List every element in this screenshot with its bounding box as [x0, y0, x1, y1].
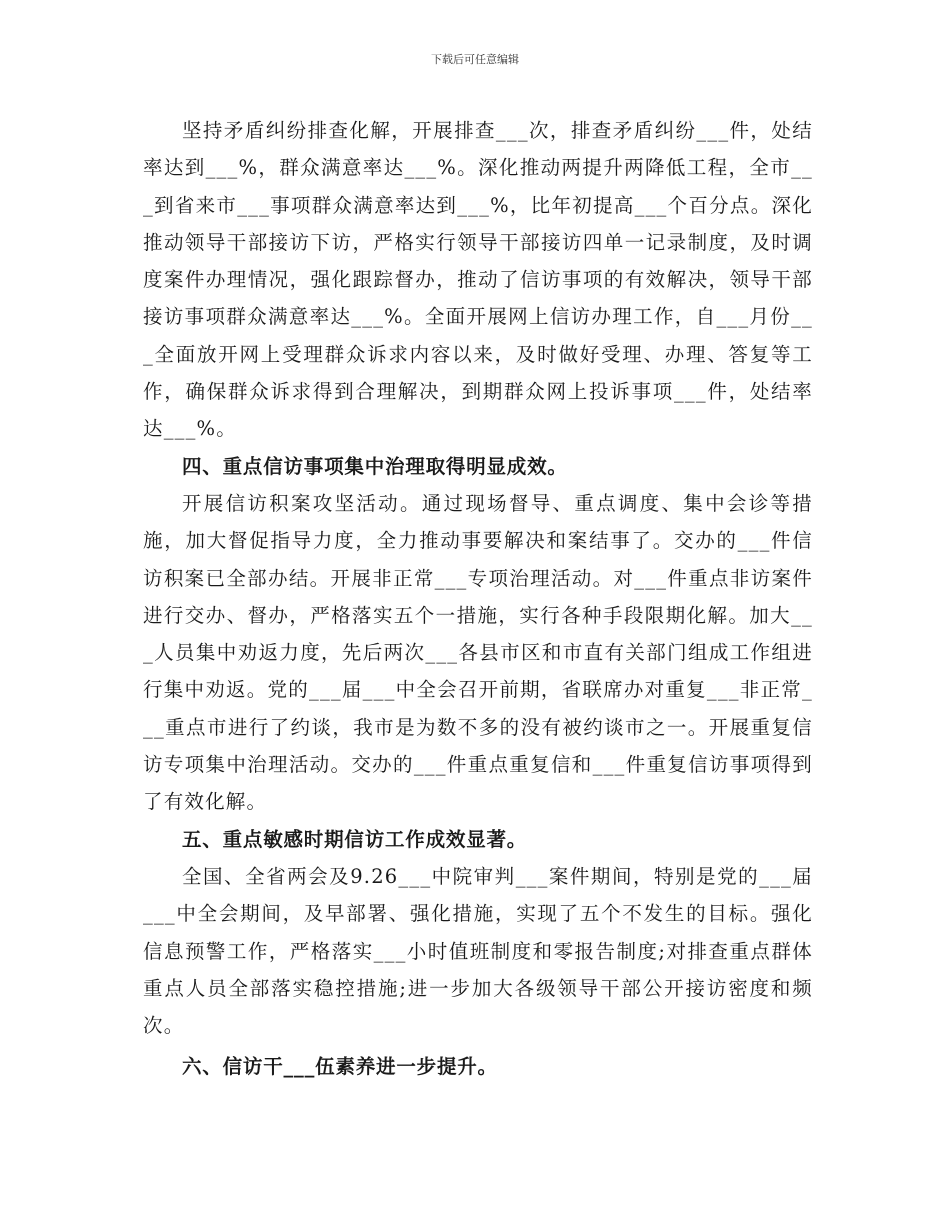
document-body	[143, 112, 813, 1086]
section-heading-5: 五、重点敏感时期信访工作成效显著。	[182, 827, 528, 851]
paragraph-dispute-resolution: 坚持矛盾纠纷排查化解，开展排查___次，排查矛盾纠纷___件，处结率达到___%，群众满意率达___%。深化推动两提升两降低工程，全市___到省来市___事项群众满意率达到___%，比年初提高___个百分点。深化推动领导干部接访下访，严格实行领导干部接访四单一记录制度，及时调度案件办理情况，强化跟踪督办，推动了信访事项的有效解决，领导干部接访事项群众满意率达___%。全面开展网上信访办理工作，自___月份___全面放开网上受理群众诉求内容以来，及时做好受理、办理、答复等工作，确保群众诉求得到合理解决，到期群众网上投诉事项___件，处结率达___%。	[143, 119, 813, 441]
section-heading-6: 六、信访干___伍素养进一步提升。	[182, 1055, 498, 1079]
paragraph-sensitive-period: 全国、全省两会及9.26___中院审判___案件期间，特别是党的___届___中全会期间，及早部署、强化措施，实现了五个不发生的目标。强化信息预警工作，严格落实___小时值班制度和零报告制度;对排查重点群体重点人员全部落实稳控措施;进一步加大各级领导干部公开接访密度和频次。	[143, 864, 813, 1038]
section-heading-4: 四、重点信访事项集中治理取得明显成效。	[182, 454, 568, 478]
paragraph-backlog-cases: 开展信访积案攻坚活动。通过现场督导、重点调度、集中会诊等措施，加大督促指导力度，全力推动事要解决和案结事了。交办的___件信访积案已全部办结。开展非正常___专项治理活动。对___件重点非访案件进行交办、督办，严格落实五个一措施，实行各种手段限期化解。加大___人员集中劝返力度，先后两次___各县市区和市直有关部门组成工作组进行集中劝返。党的___届___中全会召开前期，省联席办对重复___非正常___重点市进行了约谈，我市是为数不多的没有被约谈市之一。开展重复信访专项集中治理活动。交办的___件重点重复信和___件重复信访事项得到了有效化解。	[143, 491, 813, 814]
page-header-note: 下载后可任意编辑	[431, 53, 519, 66]
